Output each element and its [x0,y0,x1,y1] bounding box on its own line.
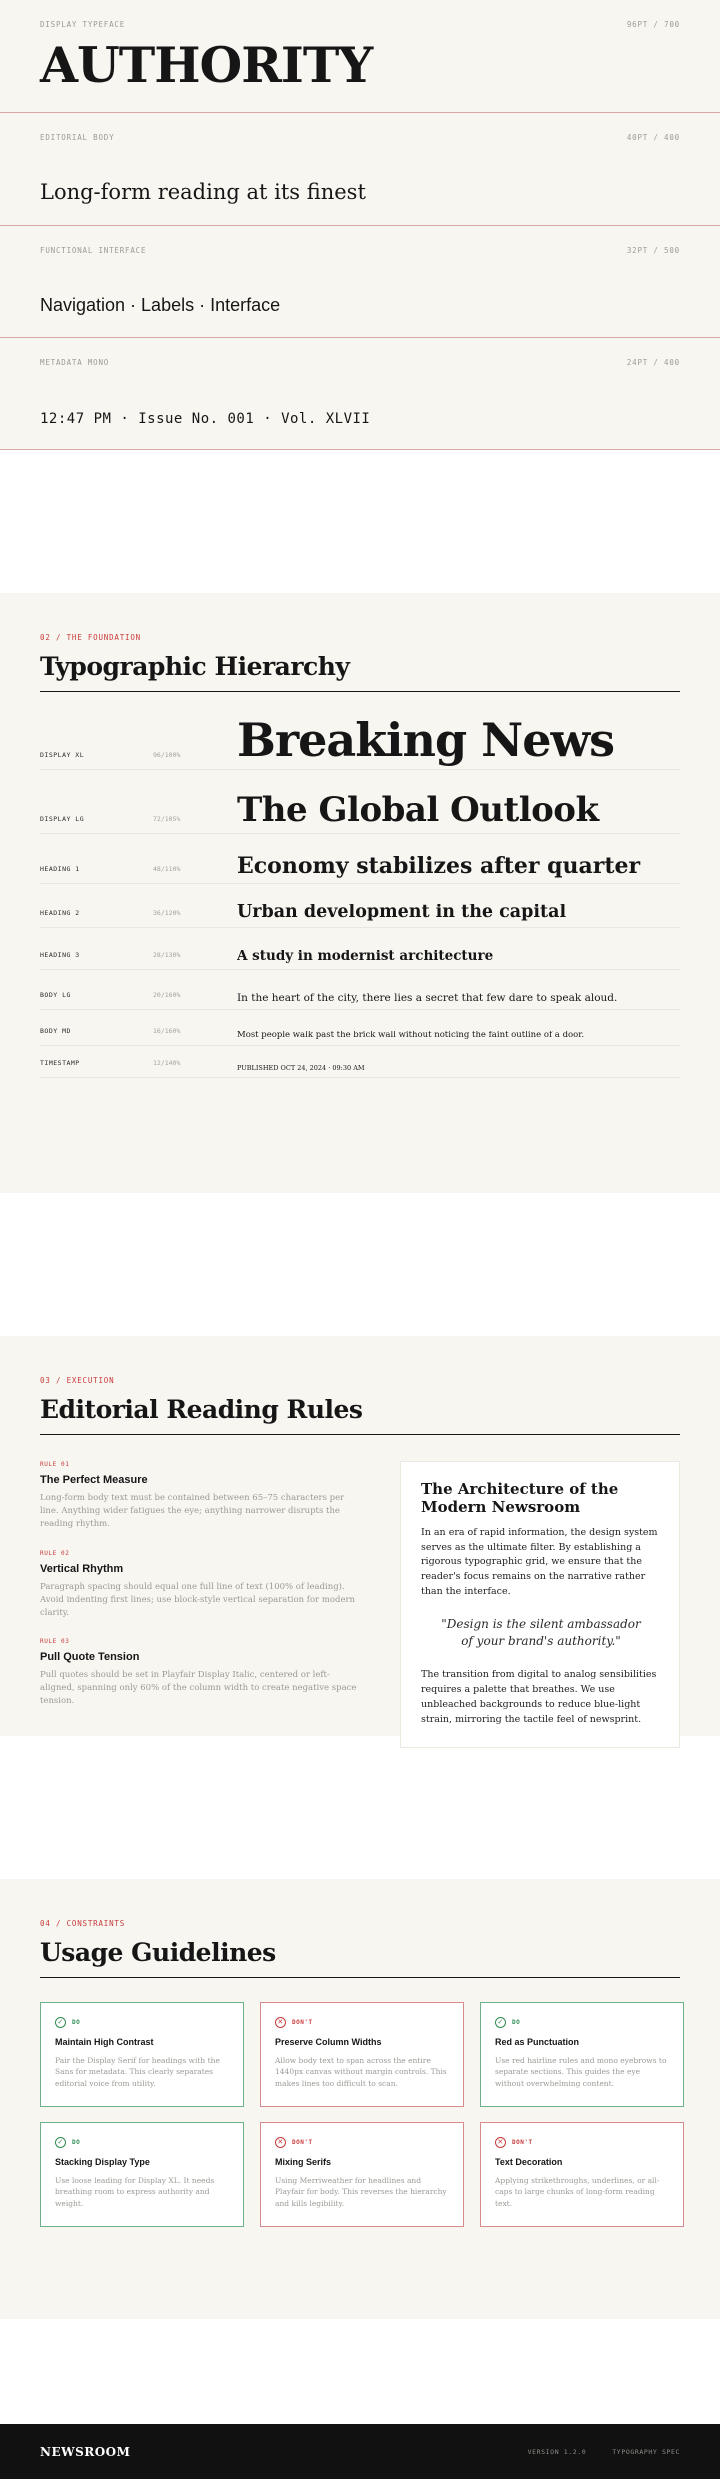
hierarchy-row [40,884,680,928]
card-body: Use red hairline rules and mono eyebrows to separate sections. This guides the eye without overwhelming content. [495,2056,667,2088]
hierarchy-table [40,706,680,1078]
rule-label: RULE 03 [40,1638,70,1646]
row-name: HEADING 2 [40,909,80,917]
footer-logo[interactable]: NEWSROOM [40,2444,131,2459]
specimen-label: FUNCTIONAL INTERFACE [40,246,147,255]
row-size: 48/110% [153,865,181,873]
specimen-interface [0,226,720,338]
specimen-sample: Navigation · Labels · Interface [40,295,281,315]
guidelines-section [0,1879,720,2319]
guideline-card-dont [260,2002,464,2107]
hierarchy-row [40,970,680,1010]
section-eyebrow: 03 / EXECUTION [40,1376,115,1385]
row-sample: The Global Outlook [237,793,599,830]
specimen-spec: 40PT / 400 [626,133,680,142]
row-sample: PUBLISHED OCT 24, 2024 · 09:30 AM [237,1064,365,1072]
guideline-card-dont [480,2122,684,2227]
card-title: Stacking Display Type [55,2157,150,2167]
section-eyebrow: 04 / CONSTRAINTS [40,1919,126,1928]
specimen-label: EDITORIAL BODY [40,133,115,142]
check-circle-icon: ✓ [55,2137,66,2148]
row-sample: Urban development in the capital [237,903,567,922]
row-sample: Most people walk past the brick wall without noticing the faint outline of a door. [237,1030,585,1040]
footer-version: VERSION 1.2.0 [527,2447,587,2456]
row-size: 12/140% [153,1059,181,1067]
specimen-label: DISPLAY TYPEFACE [40,20,126,29]
section-title: Usage Guidelines [40,1938,680,1978]
guideline-card-do [40,2002,244,2107]
article-title: The Architecture of the Modern Newsroom [421,1480,619,1516]
row-sample: Economy stabilizes after quarter [237,855,641,879]
card-title: Preserve Column Widths [275,2037,382,2047]
card-body: Applying strikethroughs, underlines, or all-caps to large chunks of long-form reading text. [495,2176,660,2208]
hierarchy-row [40,706,680,770]
hierarchy-row [40,1010,680,1046]
article-paragraph: In an era of rapid information, the design system serves as the ultimate filter. By establishing a rigorous typographic grid, we ensure that the reader's focus remains on the narrative rather than the interface. [421,1527,658,1597]
hierarchy-row [40,928,680,970]
x-circle-icon: ✕ [495,2137,506,2148]
rule-item [40,1550,360,1621]
section-eyebrow: 02 / THE FOUNDATION [40,633,141,642]
rule-title: Pull Quote Tension [40,1651,140,1664]
rules-list [40,1461,370,1748]
row-size: 36/120% [153,909,181,917]
rule-item [40,1638,360,1709]
specimen-spec: 96PT / 700 [626,20,680,29]
spacer [0,1736,720,1879]
specimen-spec: 32PT / 500 [626,246,680,255]
card-body: Pair the Display Serif for headings with the Sans for metadata. This clearly separates editorial voice from utility. [55,2056,220,2088]
section-title: Editorial Reading Rules [40,1395,680,1435]
badge-label: DON'T [512,2139,533,2146]
row-name: BODY LG [40,991,71,999]
specimen-spec: 24PT / 400 [626,358,680,367]
hierarchy-row [40,1046,680,1078]
specimen-sample: 12:47 PM · Issue No. 001 · Vol. XLVII [40,411,371,427]
row-name: HEADING 1 [40,865,80,873]
x-circle-icon: ✕ [275,2017,286,2028]
hierarchy-section [0,593,720,1193]
article-paragraph: The transition from digital to analog sensibilities requires a palette that breathes. We use unbleached backgrounds to reduce blue-light strain, mirroring the tactile feel of newsprint. [421,1669,657,1725]
rule-label: RULE 02 [40,1549,70,1557]
pull-quote: "Design is the silent ambassador of your brand's authority." [441,1616,641,1648]
specimen-display [0,0,720,113]
rule-body: Pull quotes should be set in Playfair Display Italic, centered or left-aligned, spanning only 60% of the column width to create negative space tension. [40,1670,357,1707]
row-sample: Breaking News [237,717,614,767]
badge-label: DO [512,2019,521,2026]
rule-body: Paragraph spacing should equal one full line of text (100% of leading). Avoid indenting first lines; use block-style vertical separation for modern clarity. [40,1581,356,1618]
row-name: BODY MD [40,1027,71,1035]
rule-label: RULE 01 [40,1461,70,1468]
badge-label: DON'T [292,2019,313,2026]
rule-title: Vertical Rhythm [40,1562,124,1575]
card-body: Allow body text to span across the entire 1440px canvas without margin controls. This makes lines too difficult to scan. [275,2056,447,2088]
row-size: 96/100% [153,751,181,759]
guideline-cards [40,2002,680,2227]
row-name: DISPLAY LG [40,815,85,823]
check-circle-icon: ✓ [55,2017,66,2028]
specimen-sample: Long-form reading at its finest [40,180,366,204]
hierarchy-row [40,770,680,834]
x-circle-icon: ✕ [275,2137,286,2148]
row-size: 16/160% [153,1027,181,1035]
row-name: HEADING 3 [40,951,80,959]
specimen-section [0,0,720,450]
row-sample: In the heart of the city, there lies a secret that few dare to speak aloud. [237,992,618,1004]
row-name: TIMESTAMP [40,1059,80,1067]
card-body: Use loose leading for Display XL. It needs breathing room to express authority and weight. [55,2176,215,2208]
card-title: Mixing Serifs [275,2157,332,2167]
specimen-editorial [0,113,720,226]
hierarchy-row [40,834,680,884]
card-body: Using Merriweather for headlines and Playfair for body. This reverses the hierarchy and kills legibility. [275,2176,447,2208]
rule-body: Long-form body text must be contained between 65–75 characters per line. Anything wider fatigues the eye; anything narrower disrupts the reading rhythm. [40,1493,345,1530]
footer-spec: TYPOGRAPHY SPEC [612,2447,680,2456]
guideline-card-do [480,2002,684,2107]
row-name: DISPLAY XL [40,751,85,759]
guideline-card-dont [260,2122,464,2227]
badge-label: DO [72,2019,81,2026]
rule-item [40,1461,360,1532]
site-footer [0,2424,720,2479]
sample-article [400,1461,680,1748]
check-circle-icon: ✓ [495,2017,506,2028]
spacer [0,1193,720,1336]
editorial-grid [40,1461,680,1748]
specimen-mono [0,338,720,450]
spacer [0,2319,720,2424]
card-title: Text Decoration [495,2157,563,2167]
row-size: 72/105% [153,815,181,823]
row-size: 20/160% [153,991,181,999]
guideline-card-do [40,2122,244,2227]
card-title: Red as Punctuation [495,2037,580,2047]
section-title: Typographic Hierarchy [40,652,680,692]
rule-title: The Perfect Measure [40,1474,148,1486]
spacer [0,450,720,593]
row-sample: A study in modernist architecture [237,949,494,964]
badge-label: DO [72,2139,81,2146]
row-size: 28/130% [153,951,181,959]
specimen-label: METADATA MONO [40,358,110,367]
specimen-sample: AUTHORITY [40,36,373,94]
card-title: Maintain High Contrast [55,2037,154,2047]
badge-label: DON'T [292,2139,313,2146]
editorial-section [0,1336,720,1736]
